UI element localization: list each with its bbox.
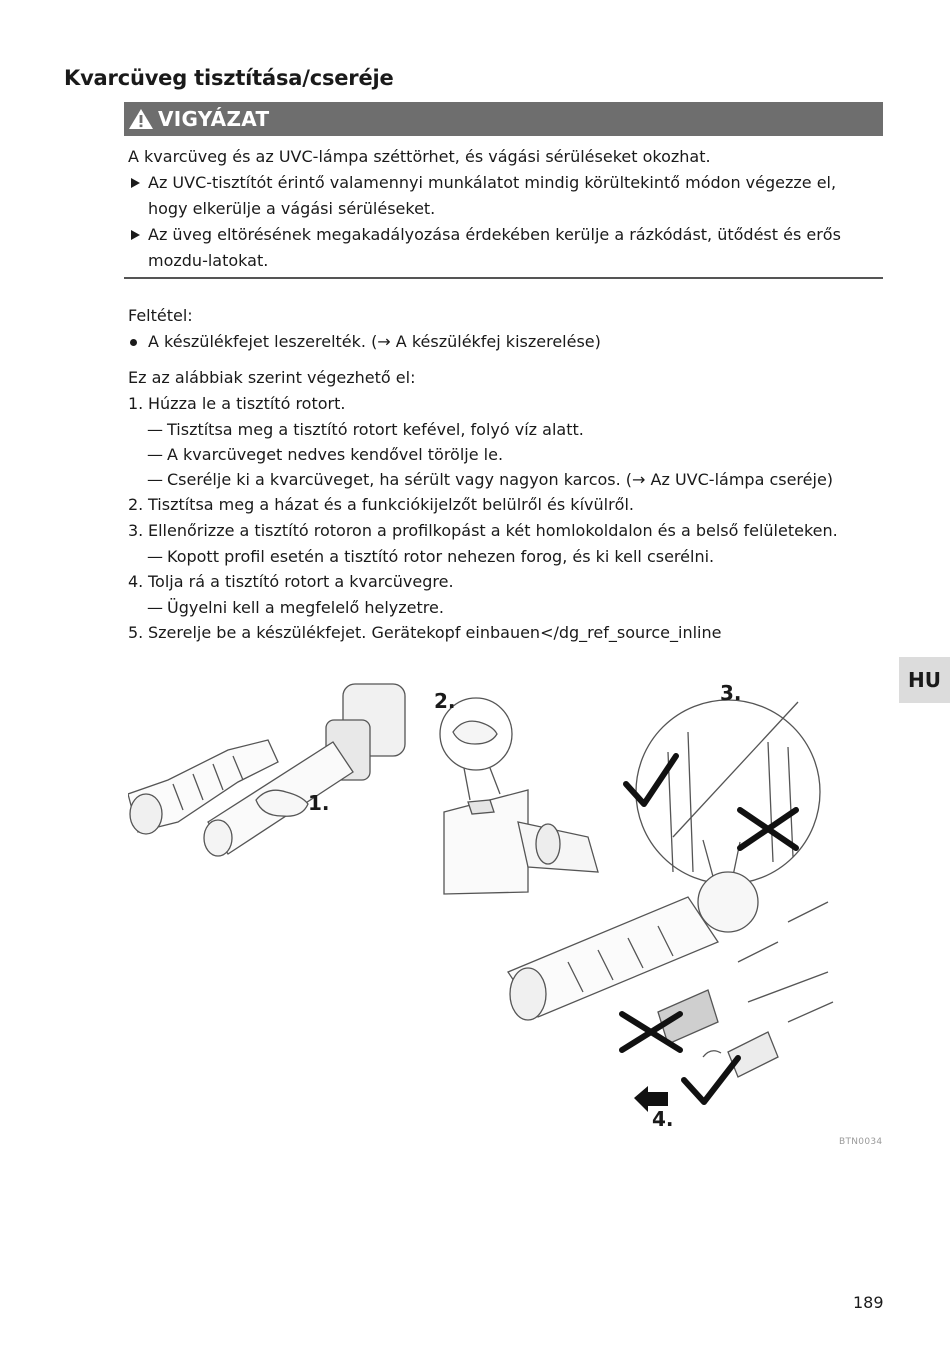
language-tab: HU	[899, 657, 950, 703]
procedure-substep: — Kopott profil esetén a tisztító rotor nehezen forog, és ki kell cserélni.	[147, 547, 715, 566]
figure-label-4: 4.	[652, 1107, 674, 1131]
bullet-icon	[130, 339, 137, 346]
condition-label: Feltétel:	[128, 306, 193, 325]
triangle-bullet-icon	[131, 178, 140, 188]
warning-intro: A kvarcüveg és az UVC-lámpa széttörhet, és vágási sérüléseket okozhat.	[128, 147, 711, 166]
warning-content	[128, 144, 880, 274]
figure-label-2: 2.	[434, 689, 456, 713]
warning-item: Az üveg eltörésének megakadályozása érdekében kerülje a rázkódást, ütődést és erős mozdu-latokat.	[128, 222, 880, 274]
main-content	[128, 303, 888, 646]
figure-code: BTN0034	[839, 1137, 883, 1147]
procedure-step: 5. Szerelje be a készülékfejet. Gerätekopf einbauen</dg_ref_source_inline	[128, 623, 722, 642]
procedure-step: 1. Húzza le a tisztító rotort.	[128, 394, 346, 413]
cleaning-illustration	[128, 672, 880, 1142]
warning-triangle-icon	[128, 107, 154, 131]
warning-divider	[124, 277, 883, 279]
figure-label-1: 1.	[308, 791, 330, 815]
procedure-step: 2. Tisztítsa meg a házat és a funkciókijelzőt belülről és kívülről.	[128, 495, 634, 514]
page-number: 189	[853, 1293, 884, 1312]
warning-label: VIGYÁZAT	[158, 107, 270, 131]
triangle-bullet-icon	[131, 230, 140, 240]
procedure-substep: — Cserélje ki a kvarcüveget, ha sérült vagy nagyon karcos. (→ Az UVC-lámpa cseréje)	[147, 470, 834, 489]
figure-label-3: 3.	[720, 681, 742, 705]
check-icon	[684, 1058, 738, 1102]
procedure-substep: — A kvarcüveget nedves kendővel törölje le.	[147, 445, 504, 464]
procedure-substep: — Tisztítsa meg a tisztító rotort kefével, folyó víz alatt.	[147, 420, 584, 439]
panel-1-illustration	[128, 684, 405, 856]
procedure-substep: — Ügyelni kell a megfelelő helyzetre.	[147, 598, 444, 617]
procedure-intro: Ez az alábbiak szerint végezhető el:	[128, 368, 416, 387]
warning-item: Az UVC-tisztítót érintő valamennyi munkálatot mindig körültekintő módon végezze el, hogy elkerülje a vágási sérüléseket.	[128, 170, 880, 222]
page-title: Kvarcüveg tisztítása/cseréje	[64, 66, 394, 90]
panel-2-illustration	[440, 698, 598, 894]
warning-bar	[124, 102, 883, 136]
condition-item: A készülékfejet leszerelték. (→ A készülékfej kiszerelése)	[128, 329, 888, 355]
procedure-step: 3. Ellenőrizze a tisztító rotoron a profilkopást a két homlokoldalon és a belső felületeken.	[128, 521, 838, 540]
procedure-step: 4. Tolja rá a tisztító rotort a kvarcüvegre.	[128, 572, 454, 591]
